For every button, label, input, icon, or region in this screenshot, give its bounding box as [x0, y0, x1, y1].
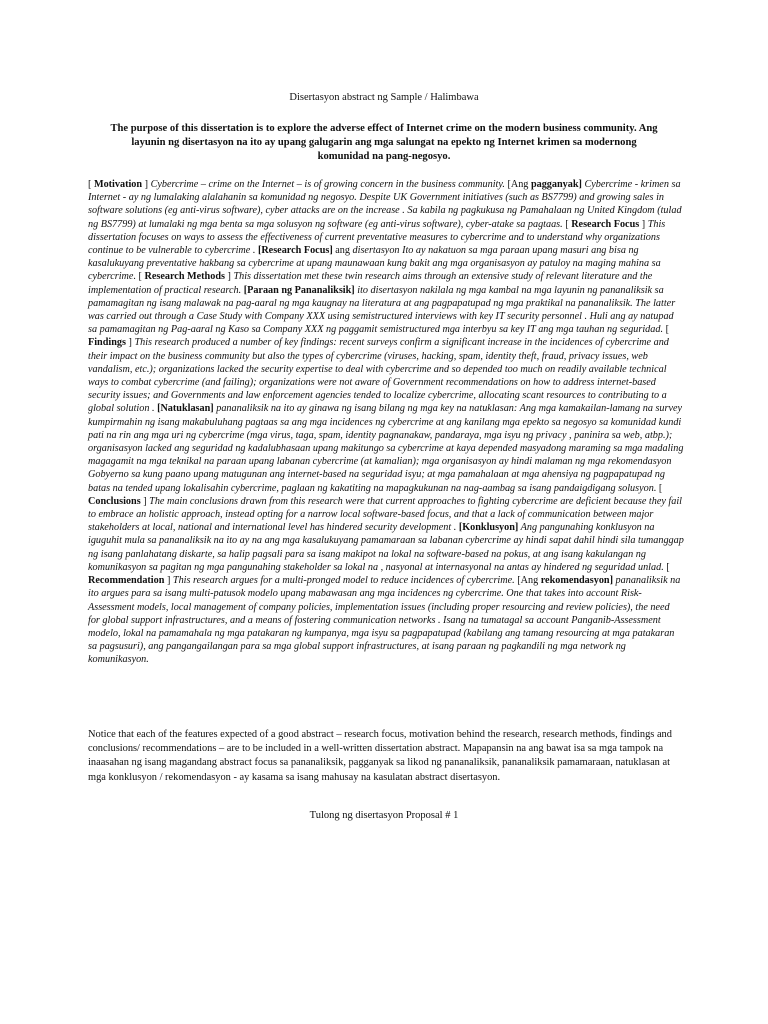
motivation-open: [ — [88, 179, 94, 190]
recommendation-open: [ — [663, 561, 670, 573]
conclusions-close: ] — [140, 495, 150, 507]
methods-close: ] — [224, 271, 234, 283]
research-focus-tl-label: [Research Focus] — [257, 245, 333, 257]
pagganyak-label: pagganyak] — [530, 179, 582, 190]
methods-open: [ — [136, 271, 145, 283]
findings-open: [ — [663, 324, 669, 336]
rekomendasyon-label: rekomendasyon] — [540, 575, 613, 587]
focus-close: ] — [639, 218, 648, 230]
findings-text: This research produced a number of key findings: recent surveys confirm a significant increase in the incidences of cybercrime and their impact on the business community but also the types of cybercrime (viruses, hacking, spam, identity theft, fraud, privacy issues, web vandalism, etc.); organizations lacked the security expertise to deal with cybercrime and so depended too much on readily available technical ways to combat cybercrime (and failing); organizations were not aware of Government recommendations on how to address internet-based security issues; and Governments and law enforcement agencies tended to localize cybercrime, allocating scant resources to contributing to a global solution . — [88, 337, 669, 415]
footer-caption: Tulong ng disertasyon Proposal # 1 — [309, 810, 459, 821]
rekomendasyon-text: pananaliksik na ito argues para sa isang multi-patusok modelo upang mabawasan ang mga incidences ng cybercrime. One that takes into account Risk-Assessment models, local management of company policies, implementation issues (including proper resourcing and review policies), the need for global support infrastructures, and a means of fostering communication networks . Isang na tumatagal sa account Panganib-Assessment modelo, lokal na pamamahala ng mga patakaran ng kumpanya, mga isyu sa pagpapatupad (kabilang ang tamang resourcing at mga patakaran sa pagsusuri), ang pangangailangan para sa mga global support infrastructures, at isang paraan ng pagkandili ng mga network ng komunikasyon. — [88, 575, 681, 666]
konklusyon-text: Ang pangunahing konklusyon na iguguhit mula sa pananaliksik na ito ay na ang mga kasalukuyang pamamaraan sa labanan cybercrime ay hindi sapat dahil hindi sila tumanggap ng isang panlahatang diskarte, sa halip pagsali para sa isang makipot na lokal na software-based na pokus, at ang isang kakulangan ng komunikasyon sa pagitan ng mga pangunahing stakeholder sa lokal na , nasyonal at internasyonal na antas ay hindered ng seguridad unlad. — [88, 522, 684, 573]
pagganyak-open: [Ang — [504, 179, 531, 190]
lead-paragraph: The purpose of this dissertation is to explore the adverse effect of Internet crime on the modern business community. Ang layunin ng disertasyon na ito ay upang galugarin ang mga salungat na epekto ng Internet krimen sa modernong komunidad na pang-negosyo. — [110, 123, 658, 162]
motivation-text: Cybercrime – crime on the Internet – is of growing concern in the business community. — [150, 179, 505, 190]
paraan-text: ito disertasyon nakilala ng mga kambal na mga layunin ng pananaliksik sa pamamagitan ng isang malawak na pag-aaral ng mga kaugnay na literatura at ang pagpapatupad ng mga praktikal na pananaliksik. The latter was carried out through a Case Study with Company XXX using semistructured interviews with key IT security personnel . Huli ang ay natupad sa pamamagitan ng Pag-aaral ng Kaso sa Company XXX ng paggamit semistructured mga interbyu sa key IT ang mga tauhan ng seguridad. — [88, 284, 676, 336]
research-focus-text: This dissertation focuses on ways to assess the effectiveness of current preventative measures to cybercrime and to understand why organizations continue to be vulnerable to cybercrime . — [88, 218, 666, 257]
recommendation-close: ] — [164, 575, 173, 587]
recommendation-text: This research argues for a multi-pronged model to reduce incidences of cybercrime. — [172, 575, 515, 587]
research-focus-tl-text: disertasyon Ito ay nakatuon sa mga paraan upang masuri ang bisa ng kasalukuyang preventative hakbang sa cybercrime at upang maunawaan kung bakit ang mga organisasyon ay patuloy na maging mahina sa cybercrime. — [88, 245, 661, 283]
natuklasan-text: pananaliksik na ito ay ginawa ng isang bilang ng mga key na natuklasan: Ang mga kamakailan-lamang na survey kumpirmahin ng isang makabuluhang pagtaas sa ang mga incidences ng cybercrime at ang kanilang mga epekto sa negosyo sa komunidad kundi pati na rin ang mga uri ng cybercrime (mga virus, taga, spam, identity pagnanakaw, pandaraya, mga isyu ng privacy , paninira sa web, atbp.); organisasyon lacked ang seguridad ng kadalubhasaan upang makitungo sa cybercrime at kaya depended masyadong maraming sa mga madaling magagamit na mga teknikal na paraan upang labanan cybercrime (at kamalian); mga organisasyon ay hindi malaman ng mga rekomendasyon Gobyerno sa kung paano upang matugunan ang internet-based na seguridad isyu; at mga pamahalaan at mga ahensiya ng pagpapatupad ng batas na tended upang lokalisahin cybercrime, paglaan ng kakatiting na mapagkukunan na nag-aambag sa isang pandaigdigang solusyon. — [88, 403, 684, 494]
research-focus-label: Research Focus — [571, 218, 640, 230]
motivation-close: ] — [142, 179, 151, 190]
focus-open: [ — [562, 218, 572, 230]
findings-label: Findings — [88, 337, 126, 349]
findings-close: ] — [125, 337, 135, 349]
research-methods-text: This dissertation met these twin research aims through an extensive study of relevant literature and the implementation of practical research. — [88, 271, 653, 296]
konklusyon-label: [Konklusyon] — [458, 522, 519, 534]
rekomendasyon-open: [Ang — [514, 575, 541, 587]
research-methods-label: Research Methods — [144, 271, 225, 283]
conclusions-open: [ — [656, 482, 663, 494]
abstract-paragraph — [88, 178, 684, 667]
conclusions-label: Conclusions — [88, 495, 141, 507]
page-title: Disertasyon abstract ng Sample / Halimbawa — [289, 92, 479, 103]
paraan-label: [Paraan ng Pananaliksik] — [243, 284, 355, 296]
motivation-label: Motivation — [93, 179, 143, 190]
conclusions-text: The main conclusions drawn from this research were that current approaches to fighting cybercrime are deficient because they fail to embrace an holistic approach, instead opting for a narrow local software-based focus, and that a lack of communication between major stakeholders at local, national and international level has hindered security development . — [88, 495, 683, 534]
focus-tl-ang: ang — [332, 245, 353, 257]
notice-paragraph: Notice that each of the features expected of a good abstract – research focus, motivation behind the research, research methods, findings and conclusions/ recommendations – are to be included in a well-written dissertation abstract. Mapapansin na ang bawat isa sa mga tampok na inaasahan ng isang magandang abstract focus sa pananaliksik, pagganyak sa likod ng pananaliksik, pananaliksik pamamaraan, natuklasan at mga konklusyon / rekomendasyon - ay kasama sa isang mahusay na kasulatan abstract disertasyon. — [88, 729, 672, 783]
recommendation-label: Recommendation — [88, 575, 165, 587]
pagganyak-text: Cybercrime - krimen sa Internet - ay ng lumalaking alalahanin sa komunidad ng negosyo. Despite UK Government initiatives (such as BS7799) and growing sales in software solutions (eg anti-virus software), cyber attacks are on the increase . Sa kabila ng pagkukusa ng Pamahalaan ng United Kingdom (tulad ng BS7799) at lumalaki ng mga benta sa mga solusyon ng software (eg anti-virus software), cyber-atake sa pagtaas. — [88, 179, 682, 230]
natuklasan-label: [Natuklasan] — [157, 403, 214, 415]
